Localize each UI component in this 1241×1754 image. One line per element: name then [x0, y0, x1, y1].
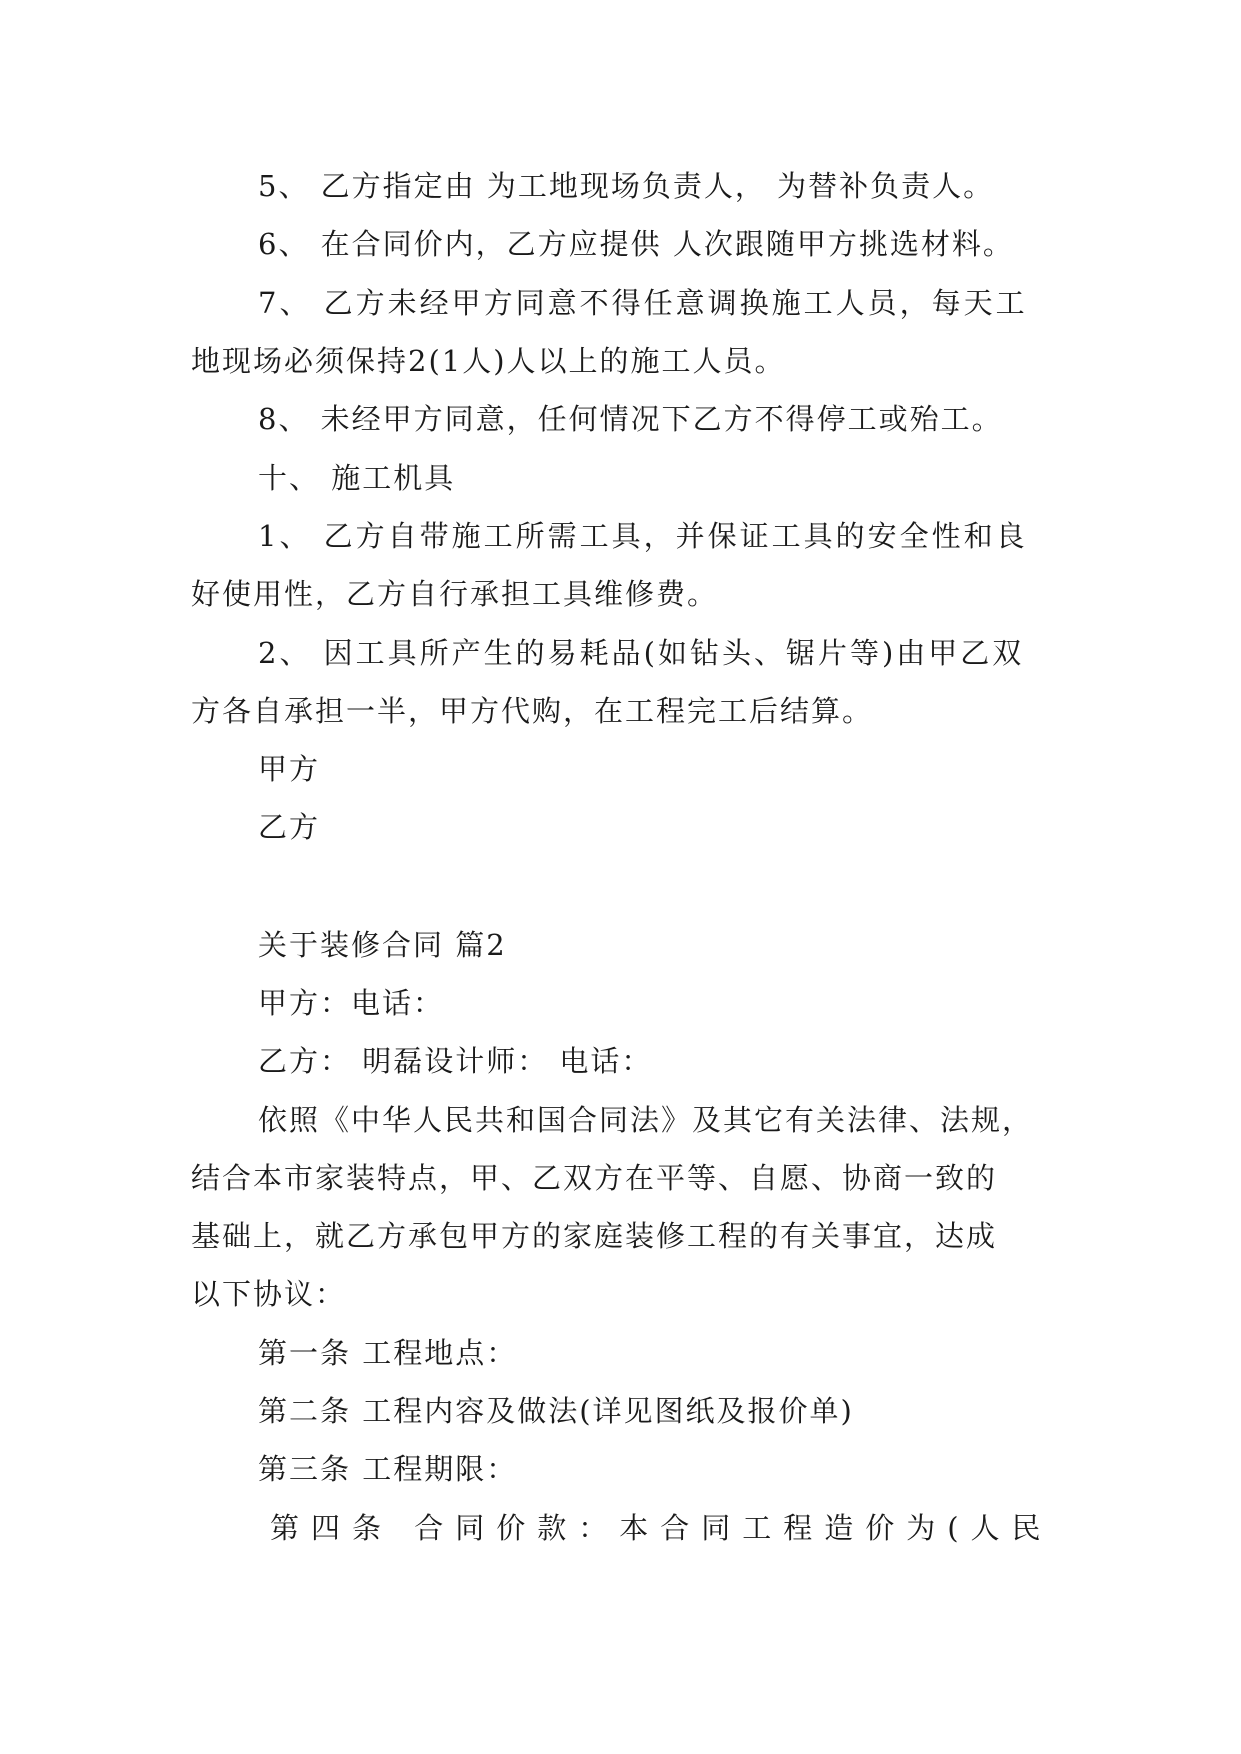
party-b-signature-label: 乙方 — [258, 810, 321, 844]
preamble-line-4: 以下协议： — [191, 1277, 347, 1311]
party-a-signature-label: 甲方 — [258, 752, 321, 786]
clause-6-text: 6、 在合同价内，乙方应提供 人次跟随甲方挑选材料。 — [258, 227, 1014, 261]
tools-clause-1-text: 1、 乙方自带施工所需工具，并保证工具的安全性和良 — [258, 519, 1028, 553]
contract-2-title: 关于装修合同 篇2 — [258, 928, 507, 962]
tools-clause-2-continued: 方各自承担一半，甲方代购，在工程完工后结算。 — [191, 694, 874, 728]
clause-7-text-continued: 地现场必须保持2(1人)人以上的施工人员。 — [191, 344, 786, 378]
clause-8-text: 8、 未经甲方同意，任何情况下乙方不得停工或殆工。 — [258, 402, 1003, 436]
clause-5-text: 5、 乙方指定由 为工地现场负责人， 为替补负责人。 — [258, 169, 995, 203]
article-4-heading: 第四条 合同价款：本合同工程造价为(人民 — [270, 1511, 1053, 1545]
preamble-line-3: 基础上，就乙方承包甲方的家庭装修工程的有关事宜，达成 — [191, 1219, 998, 1253]
party-a-line: 甲方：电话： — [258, 986, 445, 1020]
section-10-heading: 十、 施工机具 — [258, 461, 456, 495]
article-1-heading: 第一条 工程地点： — [258, 1336, 518, 1370]
article-3-heading: 第三条 工程期限： — [258, 1452, 518, 1486]
tools-clause-1-continued: 好使用性，乙方自行承担工具维修费。 — [191, 577, 719, 611]
tools-clause-2-text: 2、 因工具所产生的易耗品(如钻头、锯片等)由甲乙双 — [258, 636, 1025, 670]
preamble-line-2: 结合本市家装特点，甲、乙双方在平等、自愿、协商一致的 — [191, 1161, 998, 1195]
article-2-heading: 第二条 工程内容及做法(详见图纸及报价单) — [258, 1394, 854, 1428]
clause-7-text: 7、 乙方未经甲方同意不得任意调换施工人员，每天工 — [258, 286, 1028, 320]
preamble-line-1: 依照《中华人民共和国合同法》及其它有关法律、法规， — [258, 1103, 1034, 1137]
party-b-line: 乙方： 明磊设计师： 电话： — [258, 1044, 653, 1078]
